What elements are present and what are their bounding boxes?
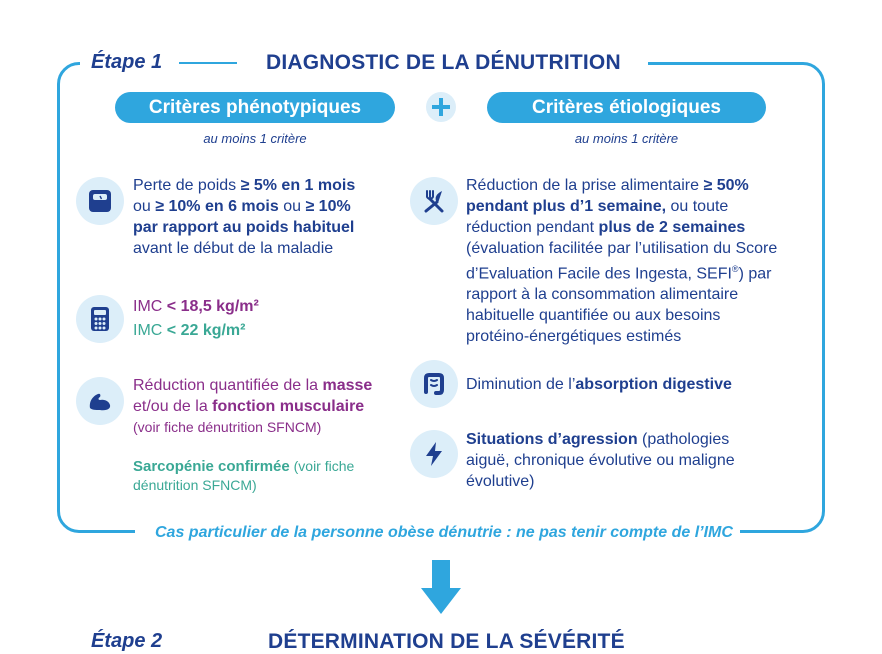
imc-criterion: IMC < 18,5 kg/m² IMC < 22 kg/m² <box>133 298 259 339</box>
etio-sub: au moins 1 critère <box>574 131 679 146</box>
step1-label: Étape 1 <box>91 51 163 73</box>
intake-criterion: Réduction de la prise alimentaire ≥ 50% pendant plus d’1 semaine, ou toute réduction pendant plus de 2 semaines (évaluation facilitée par l’utilisation du Score d’Evaluation Facile des Ingesta, SEFI®) par rapport à la consommation alimentaire habituelle quantifiée ou aux besoins protéino-énergétiques estimés <box>466 177 778 346</box>
weight-criterion: Perte de poids ≥ 5% en 1 mois ou ≥ 10% en 6 mois ou ≥ 10% par rapport au poids habituel avant le début de la maladie <box>133 177 356 257</box>
down-arrow-icon <box>421 560 461 614</box>
obese-footnote: Cas particulier de la personne obèse dénutrie : ne pas tenir compte de l’IMC <box>155 524 733 541</box>
step1-title: DIAGNOSTIC DE LA DÉNUTRITION <box>266 51 621 74</box>
step2-label: Étape 2 <box>91 630 163 652</box>
etio-header: Critères étiologiques <box>487 92 766 123</box>
muscle-arm-icon <box>76 377 124 425</box>
sarcopenia-note: Sarcopénie confirmée (voir fiche dénutrition SFNCM) <box>133 458 355 493</box>
step1-rule <box>179 62 237 64</box>
aggression-criterion: Situations d’agression (pathologies aiguë, chronique évolutive ou maligne évolutive) <box>466 431 735 490</box>
scale-icon <box>76 177 124 225</box>
absorption-criterion: Diminution de l’absorption digestive <box>466 376 732 393</box>
calculator-icon <box>76 295 124 343</box>
muscle-criterion: Réduction quantifiée de la masse et/ou de la fonction musculaire (voir fiche dénutrition SFNCM) <box>133 377 373 435</box>
pheno-header: Critères phénotypiques <box>115 92 395 123</box>
pheno-sub: au moins 1 critère <box>203 131 307 146</box>
plus-icon <box>426 92 456 122</box>
lightning-icon <box>410 430 458 478</box>
fork-knife-icon <box>410 177 458 225</box>
step2-title: DÉTERMINATION DE LA SÉVÉRITÉ <box>268 630 625 653</box>
intestine-icon <box>410 360 458 408</box>
